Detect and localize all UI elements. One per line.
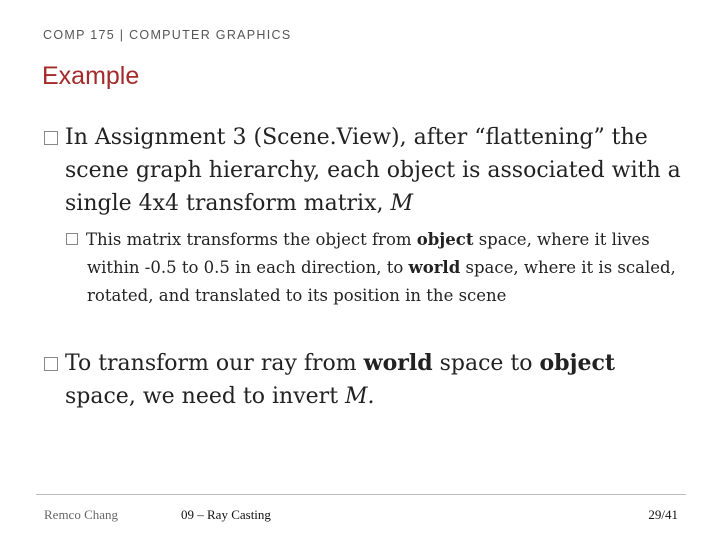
sub-bullet-1-1 <box>66 226 690 310</box>
slide-title: Example <box>42 62 140 90</box>
footer-lecture: 09 – Ray Casting <box>181 507 271 522</box>
bullet-1-text: In Assignment 3 (Scene.View), after “flattening” the scene graph hierarchy, each object is associated with a single 4x4 transform matrix, M <box>44 121 689 220</box>
sub-bullet-1-1-text: This matrix transforms the object from object space, where it lives within -0.5 to 0.5 in each direction, to world space, where it is scaled, rotated, and translated to its position in the scene <box>66 226 690 310</box>
bullet-2 <box>44 347 689 413</box>
bullet-box-icon <box>44 357 58 371</box>
footer-divider <box>36 494 686 495</box>
footer-author: Remco Chang <box>44 507 119 522</box>
bullet-2-text: To transform our ray from world space to object space, we need to invert M. <box>44 347 689 413</box>
course-header: COMP 175 | COMPUTER GRAPHICS <box>43 28 292 42</box>
sub-bullet-box-icon <box>66 233 78 245</box>
bullet-1 <box>44 121 689 220</box>
bullet-box-icon <box>44 131 58 145</box>
page-number: 29/41 <box>648 507 678 522</box>
